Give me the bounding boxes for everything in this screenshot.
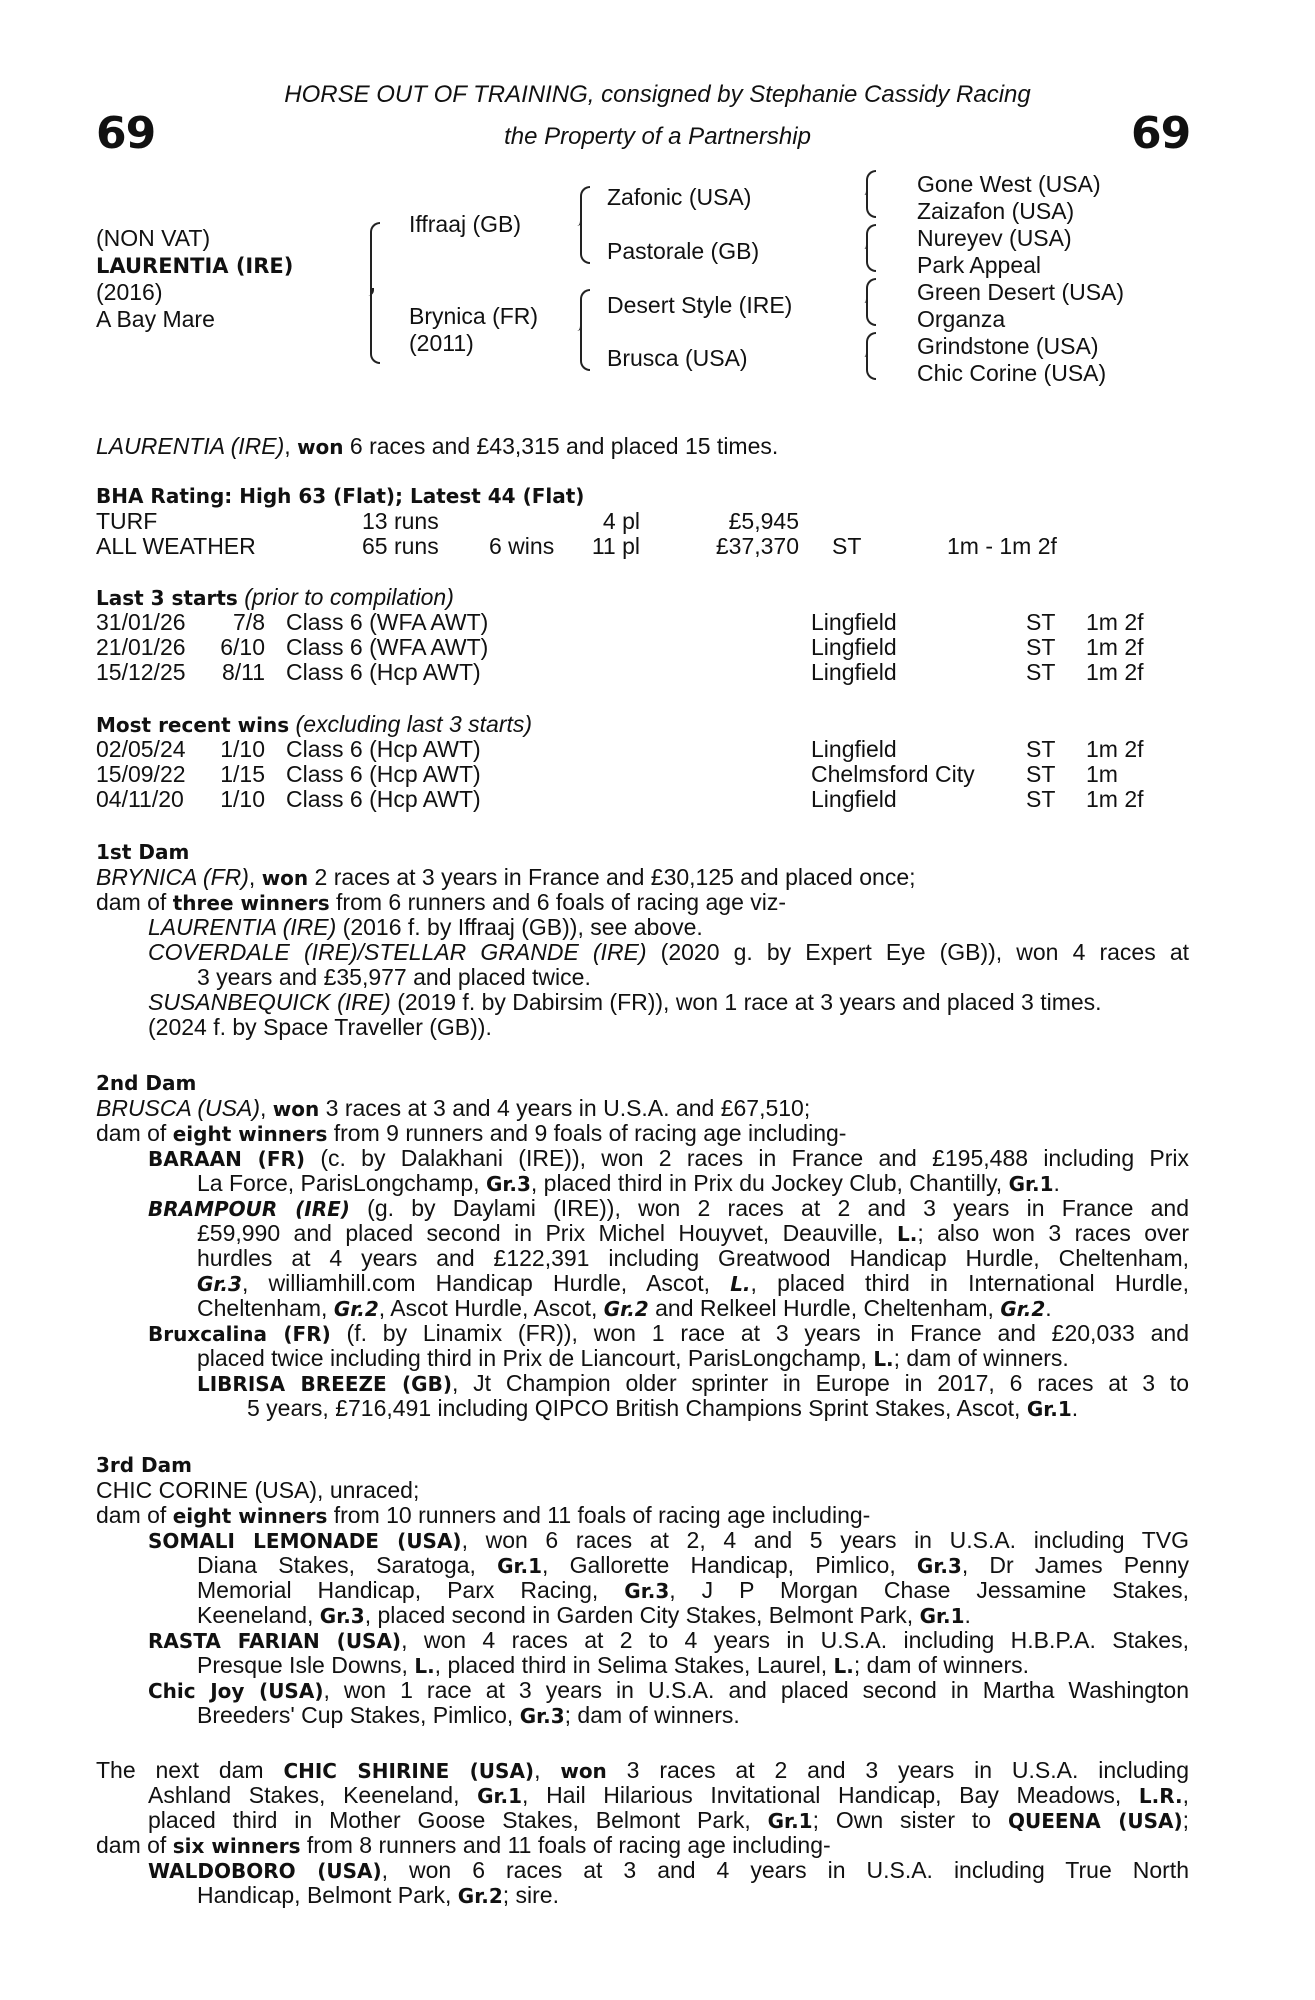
grade: Gr.1 — [1008, 1172, 1054, 1196]
text: dam of — [96, 1502, 173, 1528]
text: 5 years, £716,491 including QIPCO British Champions Sprint Stakes, Ascot, — [247, 1395, 1027, 1421]
produce-chic-joy-cont — [197, 1703, 1189, 1728]
race-race: Class 6 (Hcp AWT) — [286, 786, 481, 812]
race-pos: 1/10 — [220, 736, 265, 762]
race-distance: 1m 2f — [1086, 609, 1144, 635]
text: ; dam of winners. — [893, 1345, 1069, 1371]
first-dam-title: 1st Dam — [96, 840, 190, 864]
race-distance: 1m 2f — [1086, 659, 1144, 685]
text: ; Own sister to — [812, 1807, 1008, 1833]
text: 3 races at 2 and 3 years in U.S.A. including — [606, 1757, 1189, 1783]
pedigree-great-5: Green Desert (USA) — [917, 279, 1125, 305]
next-dam-record-cont-2 — [148, 1808, 1189, 1833]
race-pos: 1/10 — [220, 786, 265, 812]
text: . — [1045, 1295, 1052, 1321]
race-distance: 1m — [1086, 761, 1118, 787]
text: placed twice including third in Prix de Liancourt, ParisLongchamp, — [197, 1345, 874, 1371]
separator: , — [248, 864, 262, 890]
produce-text: , won 6 races at 2, 4 and 5 years in U.S.A. including TVG — [461, 1527, 1189, 1553]
rating-going: ST — [832, 533, 862, 559]
text: from 6 runners and 6 foals of racing age viz- — [329, 889, 787, 915]
race-date: 21/01/26 — [96, 634, 186, 660]
race-going: ST — [1026, 736, 1056, 762]
race-race: Class 6 (WFA AWT) — [286, 609, 489, 635]
produce-name: SOMALI LEMONADE (USA) — [148, 1529, 462, 1553]
race-course: Lingfield — [811, 634, 897, 660]
dam-record-text: 3 races at 3 and 4 years in U.S.A. and £67,510; — [319, 1095, 811, 1121]
produce-waldoboro — [148, 1858, 1189, 1883]
text: ; — [1182, 1807, 1190, 1833]
produce-name: SUSANBEQUICK (IRE) — [148, 989, 391, 1015]
produce-2024-filly: (2024 f. by Space Traveller (GB)). — [148, 1014, 492, 1040]
rating-runs: 65 runs — [362, 533, 439, 559]
text: Keeneland, — [197, 1602, 320, 1628]
separator: , — [534, 1757, 561, 1783]
text: dam of — [96, 1832, 173, 1858]
grade: Gr.1 — [477, 1784, 523, 1808]
text: La Force, ParisLongchamp, — [197, 1170, 486, 1196]
dam-name: BRUSCA (USA) — [96, 1095, 260, 1121]
grade: Gr.1 — [767, 1809, 813, 1833]
text: , placed third in International Hurdle, — [750, 1270, 1189, 1296]
race-date: 15/12/25 — [96, 659, 186, 685]
grade: L. — [896, 1222, 918, 1246]
summary-separator: , — [284, 433, 298, 459]
text: ; dam of winners. — [853, 1652, 1030, 1678]
text: Memorial Handicap, Parx Racing, — [197, 1577, 625, 1603]
text: from 8 runners and 11 foals of racing age including- — [300, 1832, 831, 1858]
grade: Gr.3 — [624, 1579, 670, 1603]
text: ; dam of winners. — [564, 1702, 740, 1728]
text: , — [1182, 1782, 1190, 1808]
produce-baraan — [148, 1146, 1189, 1171]
race-race: Class 6 (WFA AWT) — [286, 634, 489, 660]
third-dam-produce-summary — [96, 1503, 1189, 1528]
race-course: Lingfield — [811, 609, 897, 635]
text: . — [1053, 1170, 1060, 1196]
race-date: 04/11/20 — [96, 786, 184, 812]
race-race: Class 6 (Hcp AWT) — [286, 659, 481, 685]
produce-name: RASTA FARIAN (USA) — [148, 1629, 402, 1653]
produce-text: (f. by Linamix (FR)), won 1 race at 3 years in France and £20,033 and — [330, 1320, 1189, 1346]
dam-record-text: 2 races at 3 years in France and £30,125 and placed once; — [308, 864, 916, 890]
dam-name: BRYNICA (FR) — [96, 864, 249, 890]
third-dam-record: CHIC CORINE (USA), unraced; — [96, 1477, 420, 1503]
produce-brampour-cont-3 — [197, 1271, 1189, 1296]
text: ; sire. — [502, 1882, 559, 1908]
grade: Gr.3 — [519, 1704, 565, 1728]
summary-won: won — [297, 435, 344, 459]
produce-susanbequick — [148, 990, 1189, 1015]
produce-name: LAURENTIA (IRE) — [148, 914, 337, 940]
winners-count: six winners — [172, 1834, 301, 1858]
grade: L.R. — [1138, 1784, 1183, 1808]
text: Breeders' Cup Stakes, Pimlico, — [197, 1702, 520, 1728]
grade: L. — [833, 1654, 854, 1678]
pedigree-great-6: Organza — [917, 306, 1006, 332]
grade: L. — [730, 1272, 751, 1296]
pedigree-great-1: Gone West (USA) — [917, 171, 1101, 197]
sibling-name: QUEENA (USA) — [1007, 1809, 1183, 1833]
summary-horse-name: LAURENTIA (IRE) — [96, 433, 285, 459]
rating-surface: TURF — [96, 508, 158, 534]
grade: Gr.3 — [916, 1554, 962, 1578]
race-pos: 8/11 — [221, 659, 265, 685]
produce-somali-lemonade — [148, 1528, 1189, 1553]
second-dam-title: 2nd Dam — [96, 1071, 197, 1095]
produce-name: WALDOBORO (USA) — [148, 1859, 382, 1883]
bha-rating-title: BHA Rating: High 63 (Flat); Latest 44 (Flat) — [96, 484, 585, 508]
produce-brampour-cont-2: hurdles at 4 years and £122,391 including Greatwood Handicap Hurdle, Cheltenham, — [197, 1245, 1189, 1271]
rating-wins: 6 wins — [489, 533, 555, 559]
text: and Relkeel Hurdle, Cheltenham, — [648, 1295, 1001, 1321]
produce-text: , won 4 races at 2 to 4 years in U.S.A. including H.B.P.A. Stakes, — [401, 1627, 1189, 1653]
horse-name: LAURENTIA (IRE) — [96, 254, 294, 278]
produce-baraan-cont — [197, 1171, 1189, 1196]
pedigree-great-3: Nureyev (USA) — [917, 225, 1072, 251]
text: . — [1071, 1395, 1079, 1421]
text: . — [964, 1602, 971, 1628]
race-going: ST — [1026, 761, 1056, 787]
text: dam of — [96, 889, 173, 915]
lot-number-left: 69 — [96, 108, 156, 159]
text: ; also won 3 races over — [917, 1220, 1189, 1246]
grade: Gr.2 — [603, 1297, 649, 1321]
race-race: Class 6 (Hcp AWT) — [286, 761, 481, 787]
first-dam-produce-summary — [96, 890, 1189, 915]
text: Handicap, Belmont Park, — [197, 1882, 458, 1908]
text: £59,990 and placed second in Prix Michel Houyvet, Deauville, — [197, 1220, 897, 1246]
pedigree-dam-sire: Desert Style (IRE) — [607, 292, 793, 318]
produce-name: Bruxcalina (FR) — [148, 1322, 331, 1346]
pedigree-great-7: Grindstone (USA) — [917, 333, 1099, 359]
ownership-heading: the Property of a Partnership — [504, 123, 811, 150]
text: , placed third in Selima Stakes, Laurel, — [434, 1652, 834, 1678]
pedigree-great-8: Chic Corine (USA) — [917, 360, 1107, 386]
next-dam-record-cont-1 — [148, 1783, 1189, 1808]
vat-status: (NON VAT) — [96, 225, 211, 251]
race-pos: 6/10 — [220, 634, 265, 660]
separator: , — [260, 1095, 273, 1121]
produce-coverdale — [148, 940, 1189, 965]
text: Presque Isle Downs, — [197, 1652, 415, 1678]
race-date: 02/05/24 — [96, 736, 186, 762]
text: , Dr James Penny — [961, 1552, 1189, 1578]
race-distance: 1m 2f — [1086, 736, 1144, 762]
race-course: Chelmsford City — [811, 761, 975, 787]
first-dam-record — [96, 865, 1189, 890]
race-course: Lingfield — [811, 736, 897, 762]
grade: Gr.2 — [1000, 1297, 1046, 1321]
text: , williamhill.com Handicap Hurdle, Ascot, — [241, 1270, 731, 1296]
pedigree-dam-year: (2011) — [409, 330, 474, 356]
produce-name: BARAAN (FR) — [148, 1147, 306, 1171]
text: placed third in Mother Goose Stakes, Belmont Park, — [148, 1807, 768, 1833]
produce-bruxcalina — [148, 1321, 1189, 1346]
race-distance: 1m 2f — [1086, 786, 1144, 812]
produce-text: , won 6 races at 3 and 4 years in U.S.A. including True North — [381, 1857, 1189, 1883]
grade: Gr.1 — [919, 1604, 965, 1628]
consignor-heading: HORSE OUT OF TRAINING, consigned by Stephanie Cassidy Racing — [284, 81, 1031, 108]
won-label: won — [272, 1097, 320, 1121]
third-dam-title: 3rd Dam — [96, 1453, 192, 1477]
pedigree-dam-dam: Brusca (USA) — [607, 345, 748, 371]
produce-text: (2016 f. by Iffraaj (GB)), see above. — [336, 914, 703, 940]
last-starts-title: Last 3 starts — [96, 586, 238, 610]
text: , Hail Hilarious Invitational Handicap, Bay Meadows, — [522, 1782, 1139, 1808]
next-dam-produce-summary — [96, 1833, 1189, 1858]
produce-brampour-cont-4 — [197, 1296, 1189, 1321]
rating-runs: 13 runs — [362, 508, 439, 534]
winners-count: eight winners — [172, 1122, 328, 1146]
race-date: 15/09/22 — [96, 761, 186, 787]
produce-name: LIBRISA BREEZE (GB) — [197, 1372, 452, 1396]
horse-year: (2016) — [96, 279, 163, 305]
produce-text: (2020 g. by Expert Eye (GB)), won 4 races at — [646, 939, 1190, 965]
grade: Gr.2 — [333, 1297, 379, 1321]
produce-rasta-cont — [197, 1653, 1189, 1678]
produce-name: BRAMPOUR (IRE) — [148, 1197, 350, 1221]
recent-wins-subtitle: (excluding last 3 starts) — [289, 711, 533, 737]
race-going: ST — [1026, 609, 1056, 635]
produce-brampour — [148, 1196, 1189, 1221]
pedigree-sire-dam: Pastorale (GB) — [607, 238, 760, 264]
text: from 9 runners and 9 foals of racing age including- — [327, 1120, 847, 1146]
produce-text: (c. by Dalakhani (IRE)), won 2 races in France and £195,488 including Prix — [305, 1145, 1190, 1171]
winners-count: eight winners — [172, 1504, 328, 1528]
grade: L. — [873, 1347, 894, 1371]
pedigree-sire-sire: Zafonic (USA) — [607, 184, 752, 210]
produce-text: (g. by Daylami (IRE)), won 2 races at 2 and 3 years in France and — [349, 1195, 1190, 1221]
rating-prize: £5,945 — [728, 508, 799, 534]
summary-record: 6 races and £43,315 and placed 15 times. — [343, 433, 779, 459]
race-course: Lingfield — [811, 659, 897, 685]
produce-waldoboro-cont — [197, 1883, 1189, 1908]
text: Ashland Stakes, Keeneland, — [148, 1782, 478, 1808]
text: Diana Stakes, Saratoga, — [197, 1552, 498, 1578]
pedigree-great-2: Zaizafon (USA) — [917, 198, 1075, 224]
race-going: ST — [1026, 786, 1056, 812]
race-summary — [96, 434, 1189, 459]
won-label: won — [560, 1759, 607, 1783]
rating-prize: £37,370 — [715, 533, 799, 559]
next-dam-record — [96, 1758, 1189, 1783]
produce-librisa-breeze-cont — [247, 1396, 1189, 1421]
text: , placed second in Garden City Stakes, Belmont Park, — [364, 1602, 920, 1628]
won-label: won — [261, 866, 309, 890]
text: , J P Morgan Chase Jessamine Stakes, — [669, 1577, 1189, 1603]
produce-somali-cont-1 — [197, 1553, 1189, 1578]
produce-name: COVERDALE (IRE)/STELLAR GRANDE (IRE) — [148, 939, 647, 965]
winners-count: three winners — [172, 891, 330, 915]
rating-placed: 4 pl — [602, 508, 640, 534]
text: dam of — [96, 1120, 173, 1146]
second-dam-produce-summary — [96, 1121, 1189, 1146]
grade: Gr.3 — [485, 1172, 531, 1196]
produce-bruxcalina-cont — [197, 1346, 1189, 1371]
race-distance: 1m 2f — [1086, 634, 1144, 660]
race-going: ST — [1026, 634, 1056, 660]
produce-chic-joy — [148, 1678, 1189, 1703]
grade: Gr.3 — [197, 1272, 242, 1296]
lot-number-right: 69 — [1131, 108, 1191, 159]
race-going: ST — [1026, 659, 1056, 685]
text: Cheltenham, — [197, 1295, 334, 1321]
text: The next dam — [96, 1757, 284, 1783]
text: , placed third in Prix du Jockey Club, Chantilly, — [530, 1170, 1009, 1196]
produce-laurentia — [148, 915, 1189, 940]
grade: Gr.3 — [319, 1604, 365, 1628]
produce-rasta-farian — [148, 1628, 1189, 1653]
pedigree-dam: Brynica (FR) — [409, 303, 539, 329]
produce-name: Chic Joy (USA) — [148, 1679, 324, 1703]
produce-brampour-cont-1 — [197, 1221, 1189, 1246]
recent-wins-title: Most recent wins — [96, 713, 290, 737]
produce-somali-cont-2 — [197, 1578, 1189, 1603]
grade: Gr.1 — [497, 1554, 543, 1578]
dam-name: CHIC SHIRINE (USA) — [283, 1759, 535, 1783]
horse-description: A Bay Mare — [96, 306, 215, 332]
text: , Ascot Hurdle, Ascot, — [378, 1295, 604, 1321]
race-date: 31/01/26 — [96, 609, 186, 635]
pedigree-sire: Iffraaj (GB) — [409, 211, 522, 237]
rating-surface: ALL WEATHER — [96, 533, 256, 559]
produce-text: , won 1 race at 3 years in U.S.A. and placed second in Martha Washington — [323, 1677, 1189, 1703]
text: from 10 runners and 11 foals of racing age including- — [327, 1502, 871, 1528]
produce-librisa-breeze — [197, 1371, 1189, 1396]
text: , Gallorette Handicap, Pimlico, — [542, 1552, 917, 1578]
grade: L. — [414, 1654, 435, 1678]
second-dam-record — [96, 1096, 1189, 1121]
race-pos: 1/15 — [220, 761, 265, 787]
produce-coverdale-cont: 3 years and £35,977 and placed twice. — [197, 964, 591, 990]
grade: Gr.2 — [457, 1884, 503, 1908]
pedigree-great-4: Park Appeal — [917, 252, 1042, 278]
recent-wins-heading — [96, 712, 1189, 737]
rating-distance: 1m - 1m 2f — [947, 533, 1057, 559]
grade: Gr.1 — [1026, 1397, 1072, 1421]
produce-somali-cont-3 — [197, 1603, 1189, 1628]
rating-placed: 11 pl — [591, 533, 640, 559]
race-pos: 7/8 — [233, 609, 265, 635]
produce-text: (2019 f. by Dabirsim (FR)), won 1 race at 3 years and placed 3 times. — [390, 989, 1102, 1015]
last-starts-heading — [96, 585, 1189, 610]
race-course: Lingfield — [811, 786, 897, 812]
last-starts-subtitle: (prior to compilation) — [237, 584, 454, 610]
race-race: Class 6 (Hcp AWT) — [286, 736, 481, 762]
produce-text: , Jt Champion older sprinter in Europe in 2017, 6 races at 3 to — [451, 1370, 1189, 1396]
